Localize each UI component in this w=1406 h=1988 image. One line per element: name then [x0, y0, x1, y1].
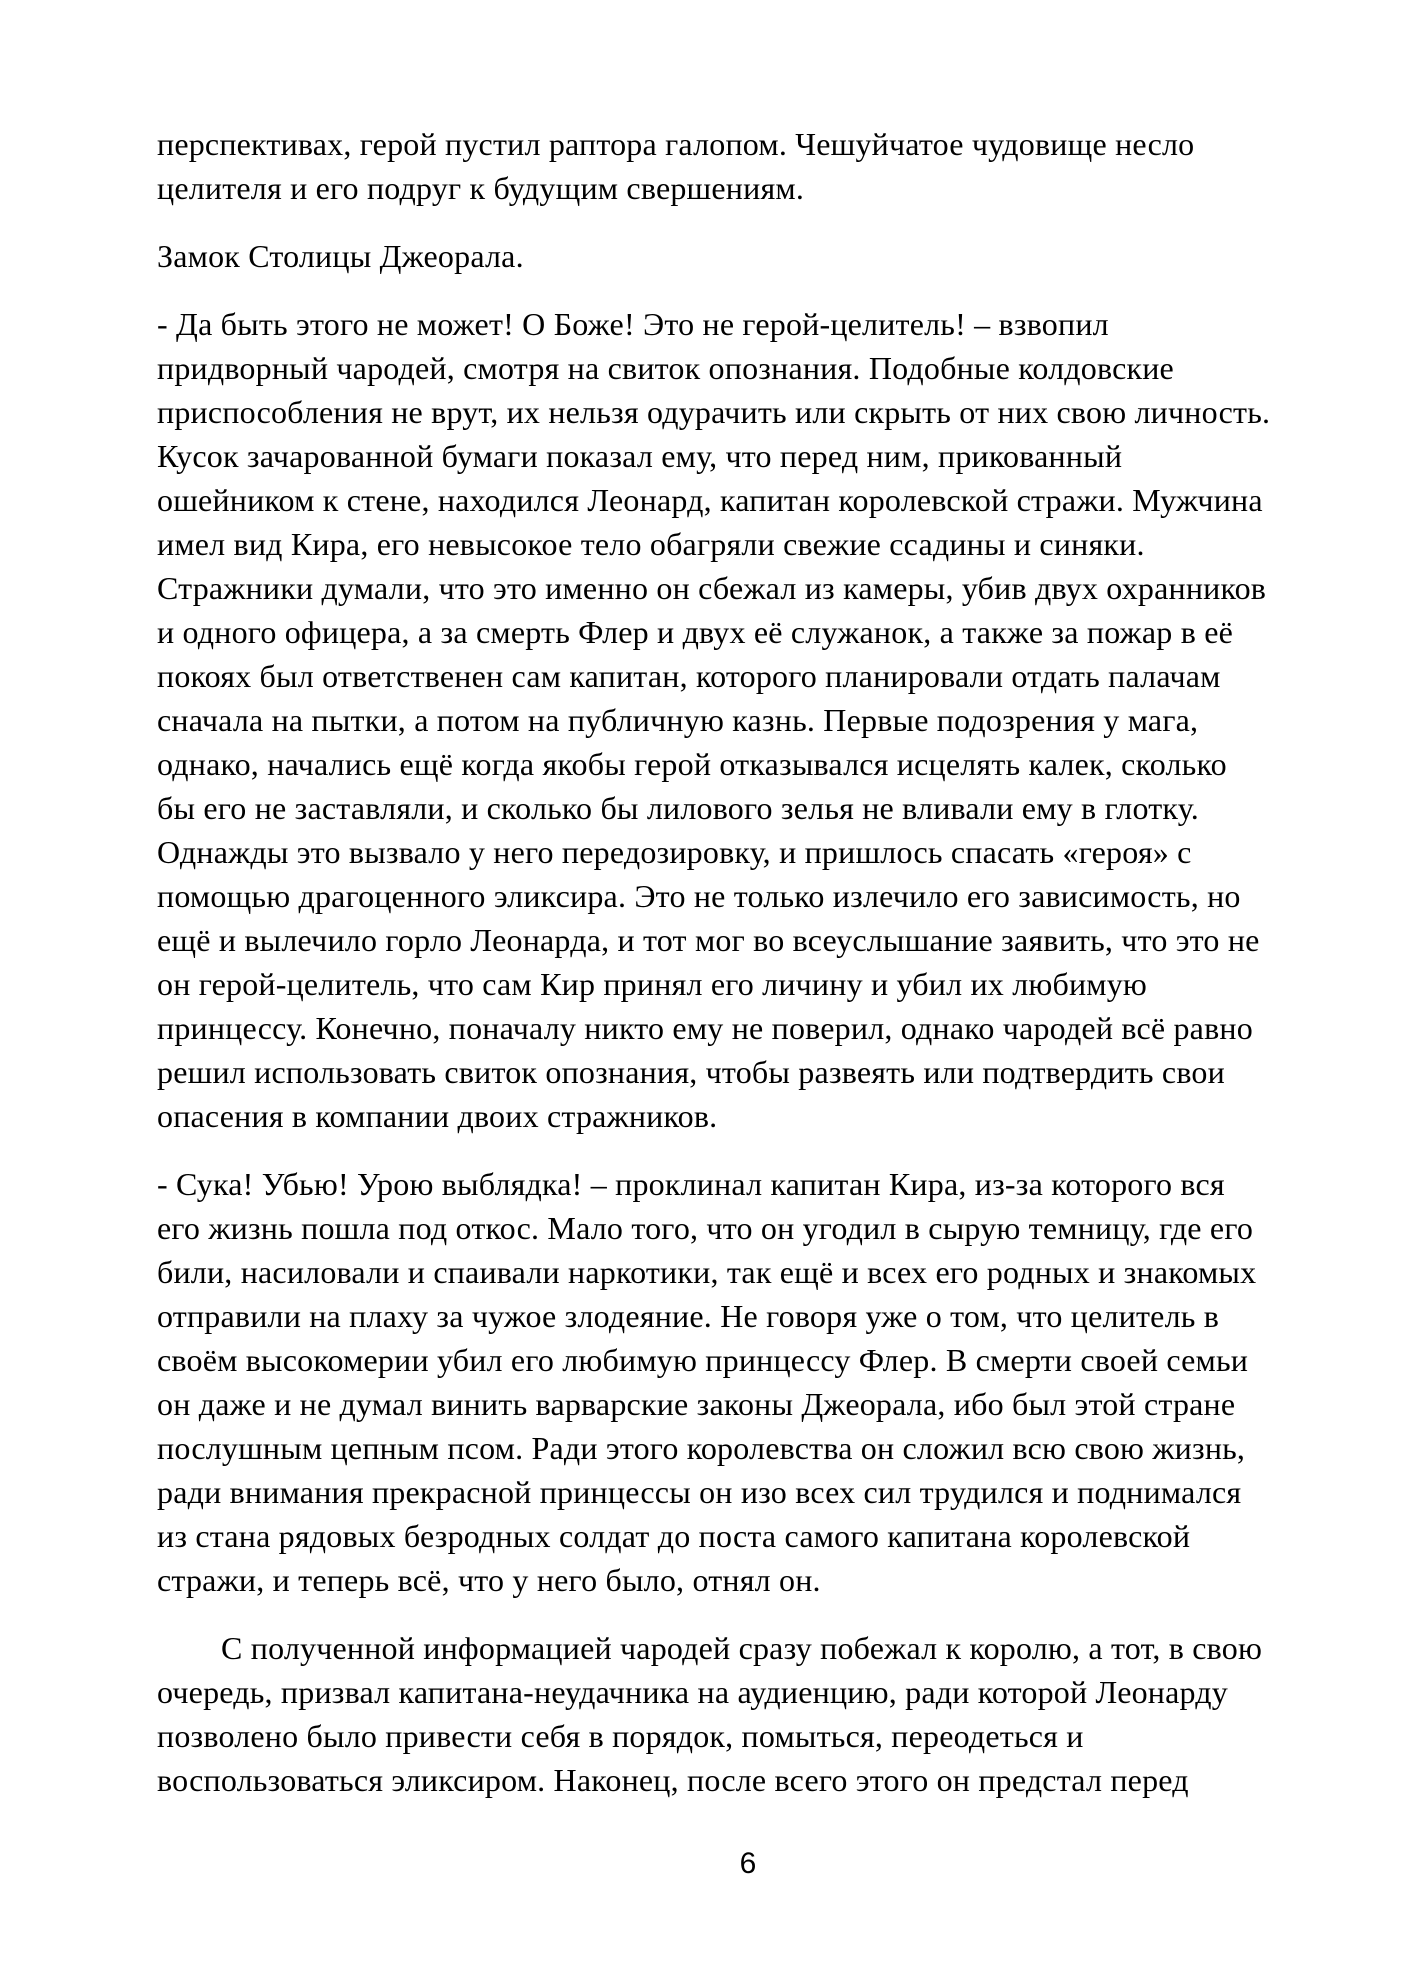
paragraph: - Сука! Убью! Урою выблядка! – проклинал капитан Кира, из-за которого вся его жизнь пошла под откос. Мало того, что он угодил в сырую темницу, где его били, насиловали и спаивали наркотики, так ещё и всех его родных и знакомых отправили на плаху за чужое злодеяние. Не говоря уже о том, что целитель в своём высокомерии убил его любимую принцессу Флер. В смерти своей семьи он даже и не думал винить варварские законы Джеорала, ибо был этой стране послушным цепным псом. Ради этого королевства он сложил всю свою жизнь, ради внимания прекрасной принцессы он изо всех сил трудился и поднимался из стана рядовых безродных солдат до поста самого капитана королевской стражи, и теперь всё, что у него было, отнял он.	[157, 1166, 1257, 1598]
paragraph: С полученной информацией чародей сразу побежал к королю, а тот, в свою очередь, призвал капитана-неудачника на аудиенцию, ради которой Леонарду позволено было привести себя в порядок, помыться, переодеться и воспользоваться эликсиром. Наконец, после всего этого он предстал перед	[157, 1630, 1263, 1798]
paragraph: - Да быть этого не может! О Боже! Это не герой-целитель! – взвопил придворный чародей, смотря на свиток опознания. Подобные колдовские приспособления не врут, их нельзя одурачить или скрыть от них свою личность. Кусок зачарованной бумаги показал ему, что перед ним, прикованный ошейником к стене, находился Леонард, капитан королевской стражи. Мужчина имел вид Кира, его невысокое тело обагряли свежие ссадины и синяки. Стражники думали, что это именно он сбежал из камеры, убив двух охранников и одного офицера, а за смерть Флер и двух её служанок, а также за пожар в её покоях был ответственен сам капитан, которого планировали отдать палачам сначала на пытки, а потом на публичную казнь. Первые подозрения у мага, однако, начались ещё когда якобы герой отказывался исцелять калек, сколько бы его не заставляли, и сколько бы лилового зелья не вливали ему в глотку. Однажды это вызвало у него передозировку, и пришлось спасать «героя» с помощью драгоценного эликсира. Это не только излечило его зависимость, но ещё и вылечило горло Леонарда, и тот мог во всеуслышание заявить, что это не он герой-целитель, что сам Кир принял его личину и убил их любимую принцессу. Конечно, поначалу никто ему не поверил, однако чародей всё равно решил использовать свиток опознания, чтобы развеять или подтвердить свои опасения в компании двоих стражников.	[157, 306, 1271, 1134]
paragraph: Замок Столицы Джеорала.	[157, 238, 524, 274]
page-text-content	[157, 122, 1272, 1826]
paragraph: перспективах, герой пустил раптора галопом. Чешуйчатое чудовище несло целителя и его подруг к будущим свершениям.	[157, 126, 1195, 206]
page-number: 6	[739, 1847, 757, 1880]
